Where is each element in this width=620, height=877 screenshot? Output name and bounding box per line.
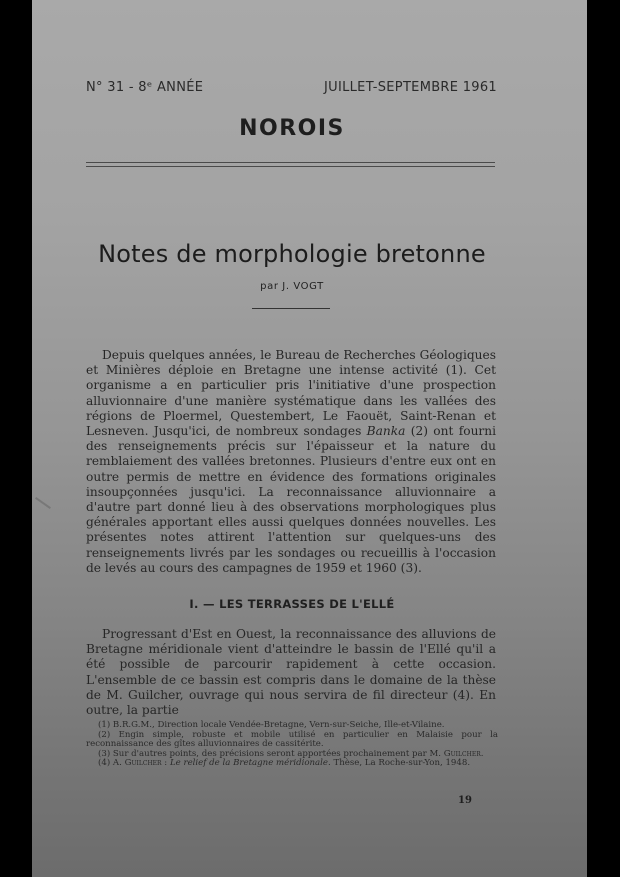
footnote-2: (2) Engin simple, robuste et mobile utilisé en particulier en Malaisie pour la reconnaissance des gîtes alluvionnaires de cassitérite. [86,729,498,749]
issue-number: N° 31 - 8ᵉ ANNÉE [86,80,204,95]
footnote-3-text-b: . [480,748,484,759]
paragraph-elle: Progressant d'Est en Ouest, la reconnaissance des alluvions de Bretagne méridionale vient d'atteindre le bassin de l'Ellé qu'il a été possible de parcourir rapidement à cette occasion. L'ensemble de ce bassin est compris dans le domaine de la thèse de M. Guilcher, ouvrage qui nous servira de fil directeur (4). En outre, la partie [86,627,496,718]
author-divider [252,308,330,309]
paragraph-intro-text-a: Depuis quelques années, le Bureau de Recherches Géologiques et Minières déploie en Bretagne une intense activité (1). Cet organisme a en particulier pris l'initiative d'une prospection alluvionnaire d'une manière systématique dans les vallées des régions de Ploermel, Questembert, Le Faouët, Saint-Renan et Lesneven. Jusqu'ici, de nombreux sondages [86,348,496,439]
footnote-3-text-a: (3) Sur d'autres points, des précisions seront apportées prochainement par M. [98,748,444,759]
footnote-4-text-b: : [161,758,170,768]
footnotes [86,721,498,769]
footnote-4 [86,759,498,769]
paragraph-intro-text-b: (2) ont fourni des renseignements précis sur l'épaisseur et la nature du remblaiement des vallées bretonnes. Plusieurs d'entre eux ont en outre permis de mettre en évidence des formations originales insoupçonnées jusqu'ici. La reconnaissance alluvionnaire a d'autre part donné lieu à des observations morphologiques plus générales apportant elles aussi quelques données nouvelles. Les présentes notes attirent l'attention sur quelques-uns des renseignements livrés par les sondages ou recueillis à l'occasion de levés au cours des campagnes de 1959 et 1960 (3). [86,424,496,575]
journal-title: NOROIS [239,116,345,141]
article-title: Notes de morphologie bretonne [98,240,486,268]
header-double-rule [86,162,495,167]
footnote-4-text-a: (4) A. [98,758,125,768]
document-page [32,0,587,877]
footnote-4-text-c: . Thèse, La Roche-sur-Yon, 1948. [328,758,471,768]
paragraph-intro [86,348,496,576]
footnote-3-smallcaps: Guilcher [443,748,481,759]
margin-scratch-mark [35,497,51,509]
footnote-1: (1) B.R.G.M., Direction locale Vendée-Bretagne, Vern-sur-Seiche, Ille-et-Vilaine. [98,720,445,730]
footnote-4-italic: Le relief de la Bretagne méridionale [169,758,329,768]
section-heading: I. — LES TERRASSES DE L'ELLÉ [189,597,395,611]
footnote-4-smallcaps: Guilcher [124,758,162,768]
issue-date: JUILLET-SEPTEMBRE 1961 [324,80,497,95]
page-number: 19 [458,795,472,806]
paragraph-intro-italic: Banka [366,424,406,439]
article-author: par J. VOGT [260,281,324,292]
